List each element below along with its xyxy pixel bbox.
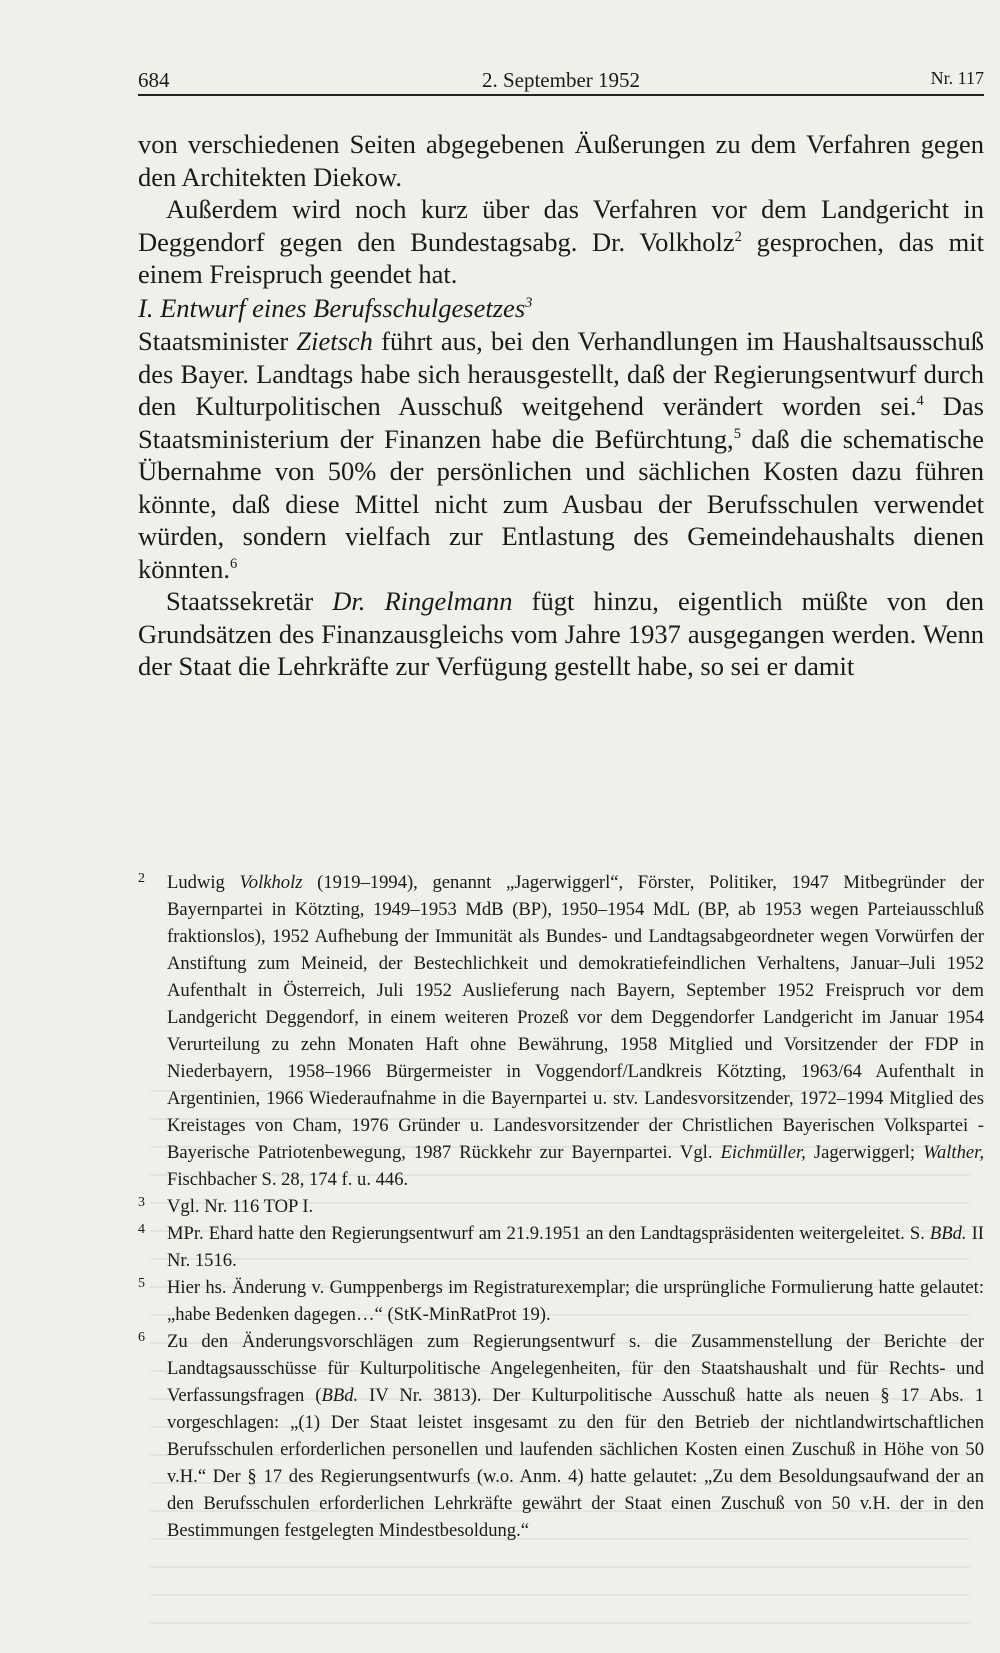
footnote-number: 3 [138, 1195, 145, 1210]
paragraph-volkholz: Außerdem wird noch kurz über das Verfahren vor dem Landgericht in Deggendorf gegen den Bundestagsabg. Dr. Volkholz$^2$ gesprochen, das mit einem Freispruch geendet hat. [138, 194, 984, 289]
footnote-5 [138, 1274, 984, 1328]
footnote-text: MPr. Ehard hatte den Regierungsentwurf am 21.9.1951 an den Landtagspräsidenten weitergeleitet. S. BBd. II Nr. 1516. [167, 1223, 984, 1271]
footnote-number: 6 [138, 1330, 145, 1345]
page-number: 684 [138, 68, 170, 92]
footnote-text: Vgl. Nr. 116 TOP I. [167, 1196, 314, 1217]
footnote-ref-2[interactable]: 2 [734, 228, 742, 245]
footnotes [138, 869, 984, 1544]
footnote-text: Zu den Änderungsvorschlägen zum Regierungsentwurf s. die Zusammenstellung der Berichte der Landtagsausschüsse für Kulturpolitische Angelegenheiten, für den Staatshaushalt und für Rechts- und Verfassungsfragen (BBd. IV Nr. 3813). Der Kulturpolitische Ausschuß hatte als neuen § 17 Abs. 1 vorgeschlagen: „(1) Der Staat leistet insgesamt zu den für den Betrieb der nichtlandwirtschaftlichen Berufsschulen erforderlichen personellen und laufenden sächlichen Kosten einen Zuschuß in Höhe von 50 v.H.“ Der § 17 des Regierungsentwurfs (w.o. Anm. 4) hatte gelautet: „Zu dem Besoldungsaufwand der an den Berufsschulen erforderlichen Lehrkräfte gewährt der Staat einen Zuschuß von 50 v.H. der in den Bestimmungen festgelegten Mindestbesoldung.“ [167, 1331, 984, 1541]
paragraph-zietsch: Staatsminister Zietsch führt aus, bei den Verhandlungen im Haushaltsausschuß des Bayer. Landtags habe sich herausgestellt, daß der Regierungsentwurf durch den Kulturpolitischen Ausschuß weitgehend verändert worden sei.$^4$ Das Staatsministerium der Finanzen habe die Befürchtung,$^5$ daß die schematische Übernahme von 50% der persönlichen und sächlichen Kosten dazu führen könnte, daß diese Mittel nicht zum Ausbau der Berufsschulen verwendet würden, sondern vielfach zur Entlastung des Gemeindehaushalts dienen könnten.$^6$ [138, 326, 984, 584]
footnote-ref-3[interactable]: 3 [525, 294, 533, 311]
footnote-ref-6[interactable]: 6 [230, 555, 238, 572]
footnote-number: 5 [138, 1276, 145, 1291]
footnote-4 [138, 1220, 984, 1274]
running-head-date: 2. September 1952 [481, 68, 641, 92]
footnote-ref-4[interactable]: 4 [916, 392, 924, 409]
speaker-name: Zietsch [296, 326, 373, 356]
paragraph-continuation: von verschiedenen Seiten abgegebenen Äußerungen zu dem Verfahren gegen den Architekten Diekow. [138, 129, 984, 192]
agenda-heading: I. Entwurf eines Berufsschulgesetzes$^3$ [138, 292, 533, 323]
footnote-2 [138, 869, 984, 1193]
footnote-text: Ludwig Volkholz (1919–1994), genannt „Jagerwiggerl“, Förster, Politiker, 1947 Mitbegründer der Bayernpartei in Kötzting, 1949–1953 MdB (BP), 1950–1954 MdL (BP, ab 1953 wegen Parteiausschluß fraktionslos), 1952 Aufhebung der Immunität als Bundes- und Landtagsabgeordneter wegen Vorwürfen der Anstiftung zum Meineid, der Bestechlichkeit und demokratiefeindlichen Verhaltens, Januar–Juli 1952 Aufenthalt in Österreich, Juli 1952 Auslieferung nach Bayern, September 1952 Freispruch vor dem Landgericht Deggendorf, in einem weiteren Prozeß vor dem Deggendorfer Landgericht im Januar 1954 Verurteilung zu zehn Monaten Haft ohne Bewährung, 1958 Mitglied und Vorsitzender der FDP in Niederbayern, 1958–1966 Bürgermeister in Voggendorf/Landkreis Kötzting, 1963/64 Aufenthalt in Argentinien, 1966 Wiederaufnahme in die Bayernpartei u. stv. Landesvorsitzender, 1972–1994 Mitglied des Kreistages von Cham, 1976 Gründer u. Landesvorsitzender der Christlichen Bayerischen Volkspartei - Bayerische Patriotenbewegung, 1987 Rückkehr zur Bayernpartei. Vgl. Eichmüller, Jagerwiggerl; Walther, Fischbacher S. 28, 174 f. u. 446. [167, 872, 984, 1190]
running-head [138, 60, 984, 96]
page [138, 60, 984, 683]
issue-number: Nr. 117 [930, 68, 984, 88]
footnote-ref-5[interactable]: 5 [733, 425, 741, 442]
footnote-3 [138, 1193, 984, 1220]
paragraph-ringelmann: Staatssekretär Dr. Ringelmann fügt hinzu, eigentlich müßte von den Grundsätzen des Finanzausgleichs vom Jahre 1937 ausgegangen werden. Wenn der Staat die Lehrkräfte zur Verfügung gestellt habe, so sei er damit [138, 586, 984, 681]
footnote-6 [138, 1328, 984, 1544]
footnote-number: 2 [138, 871, 145, 886]
footnote-number: 4 [138, 1222, 145, 1237]
speaker-name: Dr. Ringelmann [332, 586, 513, 616]
main-text [138, 128, 984, 683]
footnote-text: Hier hs. Änderung v. Gumppenbergs im Registraturexemplar; die ursprüngliche Formulierung hatte gelautet: „habe Bedenken dagegen…“ (StK-MinRatProt 19). [167, 1277, 984, 1325]
